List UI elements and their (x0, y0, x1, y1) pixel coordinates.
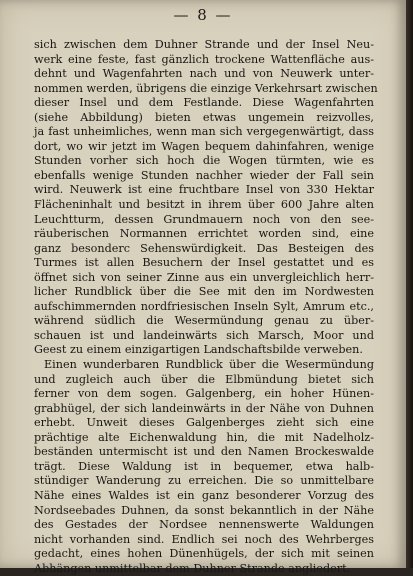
paragraph (34, 358, 374, 576)
text-line: Turmes ist allen Besuchern der Insel gestattet und es (34, 256, 374, 270)
text-line: grabhügel, der sich landeinwärts in der Nähe von Duhnen (34, 401, 374, 415)
text-line: trägt. Diese Waldung ist in bequemer, etwa halb- (34, 459, 374, 473)
text-line: Leuchtturm, dessen Grundmauern noch von den see- (34, 212, 374, 226)
text-line: Flächeninhalt und besitzt in ihrem über 600 Jahre alten (34, 198, 374, 212)
text-line: stündiger Wanderung zu erreichen. Die so unmittelbare (34, 474, 374, 488)
text-line: Nordseebades Duhnen, da sonst bekanntlich in der Nähe (34, 503, 374, 517)
text-line: prächtige alte Eichenwaldung hin, die mit Nadelholz- (34, 430, 374, 444)
text-line: dieser Insel und dem Festlande. Diese Wagenfahrten (34, 96, 374, 110)
page-number: — 8 — (173, 6, 233, 24)
text-line: während südlich die Wesermündung genau zu über- (34, 314, 374, 328)
text-line: sich zwischen dem Duhner Strande und der Insel Neu- (34, 38, 374, 51)
text-line: (siehe Abbildung) bieten etwas ungemein reizvolles, (34, 110, 374, 124)
book-spine-shadow (406, 0, 413, 568)
text-line: nommen werden, übrigens die einzige Verkehrsart zwischen (34, 81, 378, 95)
text-line: Nähe eines Waldes ist ein ganz besonderer Vorzug des (34, 488, 374, 502)
text-line: beständen untermischt ist und den Namen Brockeswalde (34, 445, 374, 459)
text-line: und zugleich auch über die Elbmündung bietet sich (34, 372, 374, 386)
text-line: werk eine feste, fast gänzlich trockene Wattenfläche aus- (34, 52, 374, 66)
text-line: ferner von dem sogen. Galgenberg, ein hoher Hünen- (34, 387, 374, 401)
paragraph (34, 38, 378, 358)
text-line: ja fast unheimliches, wenn man sich vergegenwärtigt, dass (34, 125, 374, 139)
text-line: Stunden vorher sich hoch die Wogen türmten, wie es (34, 154, 374, 168)
body-text (34, 38, 378, 576)
text-line: räuberischen Normannen errichtet worden sind, eine (34, 227, 374, 241)
text-line: licher Rundblick über die See mit den im Nordwesten (34, 285, 374, 299)
text-line: des Gestades der Nordsee nennenswerte Waldungen (34, 518, 374, 532)
text-line: aufschimmernden nordfriesischen Inseln Sylt, Amrum etc., (34, 299, 374, 313)
text-line: öffnet sich von seiner Zinne aus ein unvergleichlich herr- (34, 270, 374, 284)
text-line: Abhängen unmittelbar dem Duhner Strande angliedert. (34, 561, 351, 575)
text-line: dort, wo wir jetzt im Wagen bequem dahinfahren, wenige (34, 139, 374, 153)
text-line: schauen ist und landeinwärts sich Marsch, Moor und (34, 328, 374, 342)
text-line: erhebt. Unweit dieses Galgenberges zieht sich eine (34, 416, 374, 430)
text-line: wird. Neuwerk ist eine fruchtbare Insel von 330 Hektar (34, 183, 374, 197)
text-line: dehnt und Wagenfahrten nach und von Neuwerk unter- (34, 67, 374, 81)
text-line: ebenfalls wenige Stunden nachher wieder der Fall sein (34, 168, 374, 182)
text-line: ganz besonderc Sehenswürdigkeit. Das Besteigen des (34, 241, 374, 255)
text-line: Einen wunderbaren Rundblick über die Wesermündung (44, 358, 374, 372)
text-line: Geest zu einem einzigartigen Landschaftsbilde verweben. (34, 343, 363, 357)
text-line: nicht vorhanden sind. Endlich sei noch des Wehrberges (34, 532, 374, 546)
text-line: gedacht, eines hohen Dünenhügels, der sich mit seinen (34, 547, 374, 561)
